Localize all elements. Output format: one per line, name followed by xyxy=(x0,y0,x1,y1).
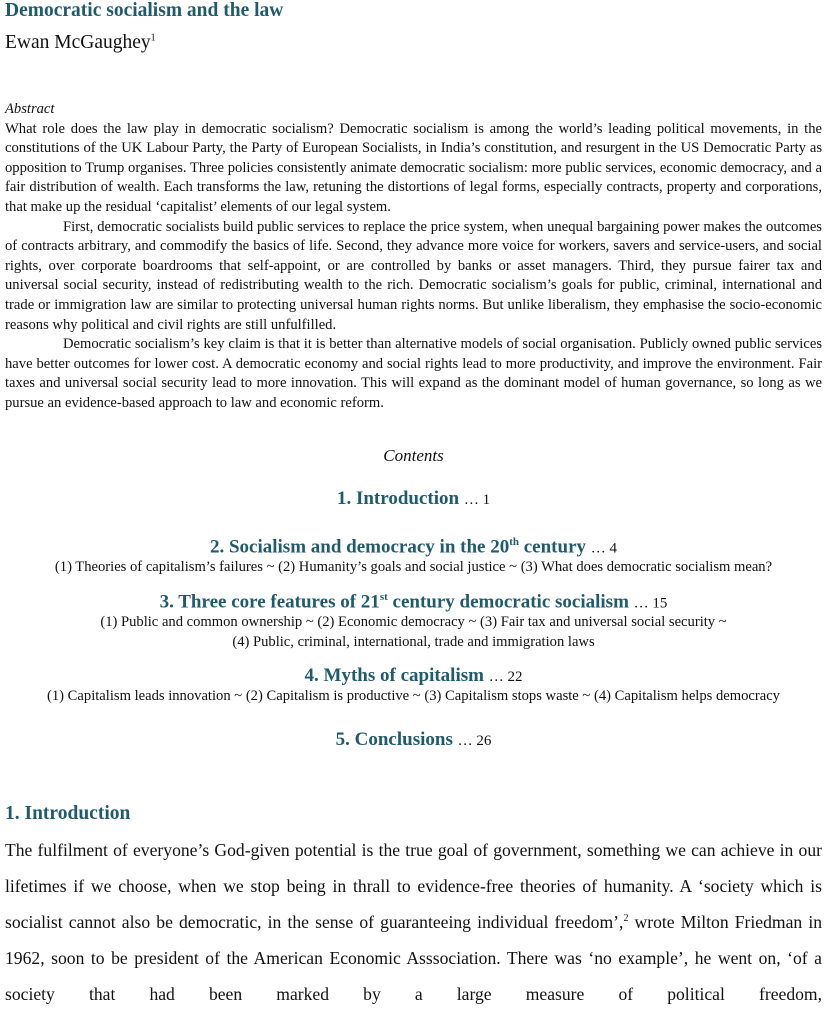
toc-page-number: … 26 xyxy=(457,732,492,749)
abstract-paragraph: What role does the law play in democratic socialism? Democratic socialism is among the world’s leading political movements, in the constitutions of the UK Labour Party, the Party of European Socialists, in India’s constitution, and resurgent in the US Democratic Party as opposition to Trump organises. Three policies consistently animate democratic socialism: more public services, economic democracy, and a fair distribution of wealth. Each transforms the law, retuning the distortions of legal forms, especially contracts, property and corporations, that make up the residual ‘capitalist’ elements of our legal system. xyxy=(5,120,822,215)
abstract xyxy=(5,100,822,414)
toc-heading-text: 3. Three core features of 21 xyxy=(159,591,380,613)
toc-page-number: … 1 xyxy=(463,492,491,508)
toc-page-number: … 4 xyxy=(590,540,618,557)
toc-subsections: (1) Capitalism leads innovation ~ (2) Capitalism is productive ~ (3) Capitalism stops waste ~ (4) Capitalism helps democracy xyxy=(47,688,780,705)
toc-subsections: (1) Theories of capitalism’s failures ~ (2) Humanity’s goals and social justice ~ (3) What does democratic socialism mean? xyxy=(54,559,773,576)
abstract-paragraph: First, democratic socialists build public services to replace the price system, when unequal bargaining power makes the outcomes of contracts arbitrary, and commodify the basics of life. Second, they advance more voice for workers, savers and service-users, and social rights, over corporate boardrooms that self-appoint, or are controlled by banks or asset managers. Third, they pursue fairer tax and universal social security, instead of redistributing wealth to the rich. Democratic socialism’s goals for public, criminal, international and trade or immigration law are similar to protecting universal human rights norms. But unlike liberalism, they emphasise the socio-economic reasons why political and civil rights are still unfulfilled. xyxy=(5,218,822,333)
toc-page-number: … 15 xyxy=(633,595,668,612)
toc-heading-text: 4. Myths of capitalism xyxy=(304,665,484,687)
footnote-ref[interactable]: 2 xyxy=(623,913,629,925)
toc-entry xyxy=(0,536,827,578)
toc-heading-sup: th xyxy=(509,536,519,548)
toc-heading-link[interactable] xyxy=(0,536,827,558)
introduction-paragraph xyxy=(5,832,822,1012)
toc-heading-text: century xyxy=(519,536,587,558)
toc-page-number: … 22 xyxy=(488,669,523,686)
toc-heading-text: 2. Socialism and democracy in the 20 xyxy=(209,536,510,558)
toc-heading-text: century democratic socialism xyxy=(387,591,629,613)
table-of-contents xyxy=(0,446,827,764)
document-title: Democratic socialism and the law xyxy=(5,0,284,21)
author-name: Ewan McGaughey xyxy=(5,32,151,53)
toc-heading-text: 5. Conclusions xyxy=(335,728,453,750)
toc-heading-link[interactable] xyxy=(0,729,827,751)
toc-heading-link[interactable] xyxy=(0,488,827,510)
contents-label: Contents xyxy=(383,446,444,465)
toc-heading-sup: st xyxy=(379,590,388,603)
toc-entry xyxy=(0,488,827,510)
abstract-label: Abstract xyxy=(5,101,55,117)
toc-heading-link[interactable] xyxy=(0,591,827,613)
toc-entry xyxy=(0,591,827,652)
author xyxy=(5,32,156,54)
toc-entry xyxy=(0,665,827,707)
section-heading-introduction: 1. Introduction xyxy=(5,803,131,824)
toc-heading-text: 1. Introduction xyxy=(336,488,460,509)
abstract-paragraph: Democratic socialism’s key claim is that it is better than alternative models of social organisation. Publicly owned public services have better outcomes for lower cost. A democratic economy and social rights lead to more productivity, and improve the environment. Fair taxes and universal social security lead to more innovation. This will expand as the dominant model of human governance, so long as we pursue an evidence-based approach to law and economic reform. xyxy=(5,336,822,411)
body-text: wrote Milton Friedman in 1962, soon to be president of the American Economic Asssociation. There was ‘no example’, he went on, ‘of a society that had been marked by a large measure of political freedom, xyxy=(5,912,823,1004)
toc-heading-link[interactable] xyxy=(0,665,827,687)
body-text: The fulfilment of everyone’s God-given potential is the true goal of government, something we can achieve in our lifetimes if we choose, when we stop being in thrall to evidence-free theories of humanity. A ‘society which is socialist cannot also be democratic, in the sense of guaranteeing individual freedom’, xyxy=(5,840,822,932)
toc-subsections: (4) Public, criminal, international, trade and immigration laws xyxy=(232,633,595,650)
toc-subsections: (1) Public and common ownership ~ (2) Economic democracy ~ (3) Fair tax and universal social security ~ xyxy=(100,614,727,631)
toc-entry xyxy=(0,729,827,751)
footnote-ref[interactable]: 1 xyxy=(150,32,156,44)
